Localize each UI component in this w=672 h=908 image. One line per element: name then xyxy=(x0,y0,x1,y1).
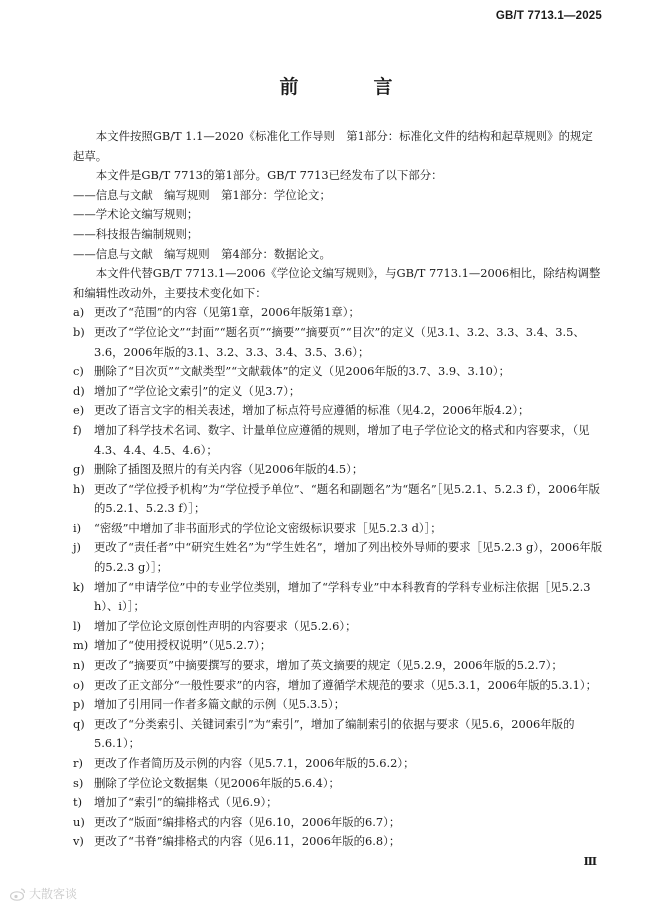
page-number: Ⅲ xyxy=(583,855,597,868)
change-item xyxy=(73,715,603,754)
change-item xyxy=(73,695,603,715)
change-item xyxy=(73,303,603,323)
page-title: 前 言 xyxy=(279,76,421,98)
change-item-label: j) xyxy=(73,540,81,555)
change-item-text: 更改了正文部分“一般性要求”的内容，增加了遵循学术规范的要求（见5.3.1，2006年版的5.3.1）； xyxy=(94,677,597,692)
change-item-label: p) xyxy=(73,697,85,712)
change-item-label: l) xyxy=(73,618,82,633)
change-item xyxy=(73,793,603,813)
change-item-text: 删除了插图及照片的有关内容（见2006年版的4.5）； xyxy=(94,462,364,477)
change-item-label: o) xyxy=(73,677,85,692)
watermark-text: 大散客谈 xyxy=(29,887,78,901)
change-item-label: a) xyxy=(73,305,85,320)
change-item-label: n) xyxy=(73,658,85,673)
parts-list-item: ——信息与文献 编写规则 第4部分：数据论文。 xyxy=(73,246,331,261)
change-item xyxy=(73,538,603,577)
intro-paragraph: 本文件按照GB/T 1.1—2020《标准化工作导则 第1部分：标准化文件的结构和起草规则》的规定起草。 xyxy=(73,129,593,163)
change-item-label: r) xyxy=(73,756,83,770)
change-item-label: q) xyxy=(73,716,85,731)
change-item-label: s) xyxy=(73,775,84,790)
change-item-text: “密级”中增加了非书面形式的学位论文密级标识要求［见5.2.3 d）］； xyxy=(94,520,442,535)
change-item xyxy=(73,480,603,519)
change-item-label: i) xyxy=(73,520,82,535)
replace-paragraph: 本文件代替GB/T 7713.1—2006《学位论文编写规则》，与GB/T 7713.1—2006相比，除结构调整和编辑性改动外，主要技术变化如下： xyxy=(73,266,601,300)
change-item-label: v) xyxy=(73,834,84,849)
change-item-text: 更改了“分类索引、关键词索引”为“索引”，增加了编制索引的依据与要求（见5.6，2006年版的5.6.1）； xyxy=(94,716,575,751)
parts-list-item: ——科技报告编制规则； xyxy=(73,226,199,241)
change-item-text: 更改了“版面”编排格式的内容（见6.10，2006年版的6.7）； xyxy=(94,814,401,829)
change-item xyxy=(73,676,603,696)
change-item-text: 更改了“学位授予机构”为“学位授予单位”、“题名和副题名”为“题名”［见5.2.1、5.2.3 f），2006年版的5.2.1、5.2.3 f）］； xyxy=(94,481,600,516)
change-item-text: 更改了“书脊”编排格式的内容（见6.11，2006年版的6.8）； xyxy=(94,834,401,849)
change-item-label: k) xyxy=(73,579,85,594)
change-item xyxy=(73,617,603,637)
watermark xyxy=(10,885,77,902)
change-item-label: t) xyxy=(73,795,83,810)
change-item-text: 更改了“责任者”中“研究生姓名”为“学生姓名”，增加了列出校外导师的要求［见5.2.3 g），2006年版的5.2.3 g）］； xyxy=(94,540,603,575)
change-item-text: 删除了学位论文数据集（见2006年版的5.6.4）； xyxy=(94,775,340,790)
standard-code: GB/T 7713.1—2025 xyxy=(495,10,602,22)
change-item-label: d) xyxy=(73,383,85,398)
change-item-label: e) xyxy=(73,403,85,418)
change-item-label: m) xyxy=(73,638,89,653)
change-item-label: c) xyxy=(73,364,84,379)
parts-list-item: ——信息与文献 编写规则 第1部分：学位论文； xyxy=(73,187,331,202)
change-item xyxy=(73,754,603,774)
change-item-text: 更改了作者简历及示例的内容（见5.7.1，2006年版的5.6.2）； xyxy=(94,756,415,770)
change-item-text: 增加了“学位论文索引”的定义（见3.7）； xyxy=(94,383,301,398)
change-item-text: 增加了“申请学位”中的专业学位类别，增加了“学科专业”中本科教育的学科专业标注依据［见5.2.3 h）、i）］； xyxy=(94,579,595,614)
change-item-label: g) xyxy=(73,462,85,477)
changes-list xyxy=(73,303,603,852)
change-item-text: 删除了“目次页”“文献类型”“文献载体”的定义（见2006年版的3.7、3.9、3.10）； xyxy=(94,364,510,379)
change-item xyxy=(73,813,603,833)
change-item-text: 更改了“范围”的内容（见第1章，2006年版第1章）； xyxy=(94,305,360,320)
change-item xyxy=(73,323,603,362)
change-item xyxy=(73,656,603,676)
intro-paragraph: 本文件是GB/T 7713的第1部分。GB/T 7713已经发布了以下部分： xyxy=(95,168,443,183)
change-item xyxy=(73,401,603,421)
change-item xyxy=(73,832,603,852)
change-item xyxy=(73,774,603,794)
change-item xyxy=(73,382,603,402)
change-item xyxy=(73,421,603,460)
parts-list xyxy=(73,186,603,264)
change-item-text: 增加了引用同一作者多篇文献的示例（见5.3.5）； xyxy=(94,697,346,712)
change-item xyxy=(73,578,603,617)
change-item-label: h) xyxy=(73,481,85,496)
weibo-icon xyxy=(10,887,26,901)
change-item-label: b) xyxy=(73,324,85,339)
change-item xyxy=(73,362,603,382)
change-item xyxy=(73,636,603,656)
change-item-text: 更改了“学位论文”“封面”“题名页”“摘要”“摘要页”“目次”的定义（见3.1、3.2、3.3、3.4、3.5、3.6，2006年版的3.1、3.2、3.3、3.4、3.5、3.6）； xyxy=(94,324,585,359)
change-item xyxy=(73,460,603,480)
change-item-label: u) xyxy=(73,814,85,829)
change-item-text: 更改了语言文字的相关表述，增加了标点符号应遵循的标准（见4.2，2006年版4.2）； xyxy=(94,403,530,418)
change-item-text: 增加了“索引”的编排格式（见6.9）； xyxy=(94,795,278,810)
change-item-label: f) xyxy=(73,422,82,437)
change-item-text: 增加了“使用授权说明”（见5.2.7）； xyxy=(94,638,272,653)
change-item-text: 增加了学位论文原创性声明的内容要求（见5.2.6）； xyxy=(94,618,357,633)
parts-list-item: ——学术论文编写规则； xyxy=(73,207,199,222)
foreword-body xyxy=(73,127,603,852)
change-item-text: 增加了科学技术名词、数字、计量单位应遵循的规则，增加了电子学位论文的格式和内容要求，（见4.3、4.4、4.5、4.6）； xyxy=(94,422,590,457)
change-item-text: 更改了“摘要页”中摘要撰写的要求，增加了英文摘要的规定（见5.2.9，2006年版的5.2.7）； xyxy=(94,658,563,673)
change-item xyxy=(73,519,603,539)
